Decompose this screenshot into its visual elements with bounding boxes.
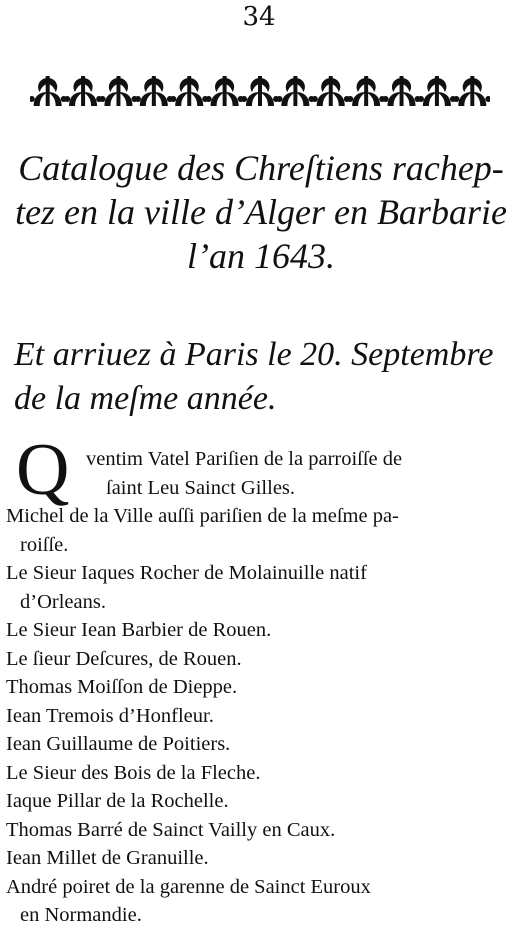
list-item bbox=[6, 873, 512, 930]
fleuron-icon bbox=[241, 76, 279, 106]
list-item bbox=[6, 844, 512, 873]
fleuron-icon bbox=[453, 76, 490, 106]
fleuron-icon bbox=[100, 76, 138, 106]
list-item bbox=[6, 445, 512, 502]
list-item bbox=[6, 559, 512, 616]
list-item bbox=[6, 702, 512, 731]
entry-line: Le Sieur Iean Barbier de Rouen. bbox=[6, 619, 272, 641]
entry-line: Michel de la Ville auſſi pariſien de la meſme pa- bbox=[6, 505, 399, 527]
entry-continuation: ſaint Leu Sainct Gilles. bbox=[106, 476, 296, 499]
drop-cap-letter: Q bbox=[16, 429, 70, 511]
entry-line: Iean Tremois d’Honfleur. bbox=[6, 704, 214, 727]
fleuron-icon bbox=[206, 76, 244, 106]
entry-line: Iaque Pillar de la Rochelle. bbox=[6, 790, 229, 812]
entry-continuation: en Normandie. bbox=[20, 904, 142, 926]
ransomed-captives-list bbox=[6, 445, 512, 930]
entry-line: Thomas Barré de Sainct Vailly en Caux. bbox=[6, 818, 336, 841]
printers-ornament-band bbox=[30, 72, 490, 112]
fleuron-icon bbox=[64, 76, 102, 106]
list-item bbox=[6, 502, 512, 559]
fleuron-icon bbox=[170, 76, 208, 106]
entry-line: Le Sieur Iaques Rocher de Molainuille natif bbox=[6, 562, 367, 584]
entry-line: Iean Guillaume de Poitiers. bbox=[6, 733, 231, 755]
entry-continuation: roiſſe. bbox=[20, 533, 69, 556]
fleuron-icon bbox=[312, 76, 350, 106]
entry-continuation: d’Orleans. bbox=[20, 590, 106, 613]
entry-line: Le ſieur Deſcures, de Rouen. bbox=[6, 647, 242, 670]
entry-line: ventim Vatel Pariſien de la parroiſſe de bbox=[86, 448, 403, 470]
list-item bbox=[6, 645, 512, 674]
arrival-subtitle: Et arriuez à Paris le 20. Septembre de la meſme année. bbox=[14, 336, 494, 417]
fleuron-icon bbox=[30, 76, 67, 106]
list-item bbox=[6, 730, 512, 759]
list-item bbox=[6, 616, 512, 645]
fleuron-icon bbox=[383, 76, 421, 106]
page-number: 34 bbox=[242, 2, 276, 32]
catalogue-title: Catalogue des Chreſtiens racheptez en la ville d’Alger en Barbarie l’an 1643. bbox=[15, 148, 507, 276]
list-item bbox=[6, 787, 512, 816]
entry-line: Iean Millet de Granuille. bbox=[6, 847, 209, 869]
list-item bbox=[6, 673, 512, 702]
fleuron-icon bbox=[276, 76, 314, 106]
entry-line: Le Sieur des Bois de la Fleche. bbox=[6, 761, 261, 784]
fleuron-icon bbox=[347, 76, 385, 106]
list-item bbox=[6, 759, 512, 788]
list-item bbox=[6, 816, 512, 845]
entry-line: Thomas Moiſſon de Dieppe. bbox=[6, 676, 238, 698]
entry-line: André poiret de la garenne de Sainct Euroux bbox=[6, 875, 371, 898]
fleuron-icon bbox=[418, 76, 456, 106]
fleuron-icon bbox=[135, 76, 173, 106]
